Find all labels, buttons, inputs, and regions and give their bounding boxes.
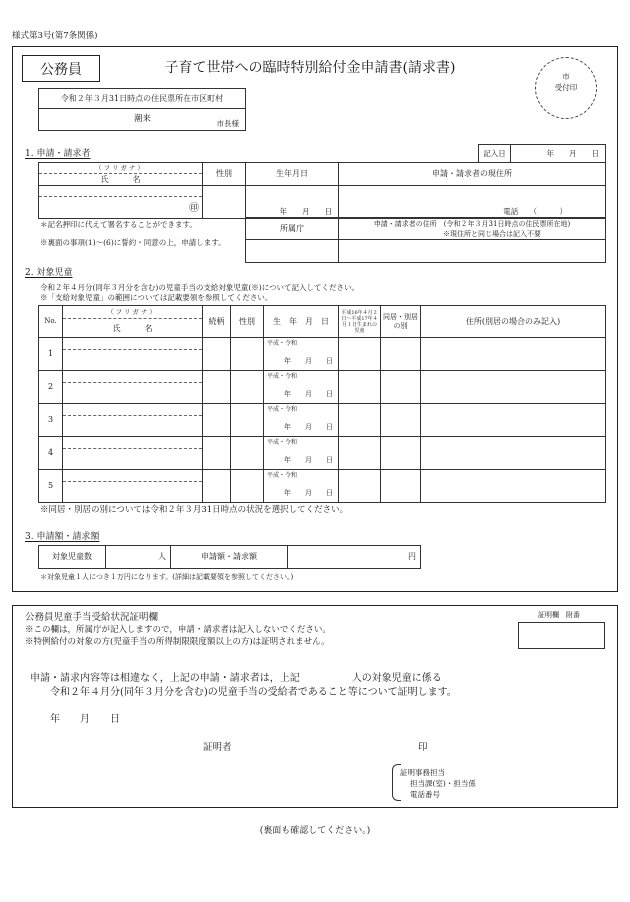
furigana-divider (39, 173, 202, 174)
row-era-label: 平成・令和 (267, 406, 298, 413)
affiliation-label: 所属庁 (246, 218, 339, 240)
applicant-furigana-label: （フリガナ） (95, 164, 146, 172)
row-sex-cell (231, 371, 264, 404)
row-name-cell (63, 470, 203, 503)
row-birth-range-cell (339, 371, 381, 404)
registered-address-cell (339, 240, 606, 263)
table-row (39, 470, 606, 503)
row-residence-cell (381, 338, 421, 371)
col-birth-range: 平成16年４月２日～平成17年４月１日生まれの児童 (339, 306, 381, 338)
row-birth-range-cell (339, 437, 381, 470)
children-count-unit: 人 (158, 552, 166, 561)
certificate-statement-line2: 令和２年４月分(同年３月分を含む)の児童手当の受給者であること等について証明します。 (50, 687, 457, 698)
row-sex-cell (231, 437, 264, 470)
col-furigana-divider (63, 318, 202, 319)
row-residence-cell (381, 371, 421, 404)
table-row (39, 338, 606, 371)
row-birthdate-cell (264, 470, 339, 503)
row-name-cell (63, 338, 203, 371)
row-furigana-line (63, 415, 202, 416)
col-relationship: 続柄 (203, 306, 231, 338)
signature-note: ＊記名押印に代えて署名することができます。 (40, 220, 197, 229)
amount-unit: 円 (408, 552, 416, 561)
row-birth-range-cell (339, 470, 381, 503)
row-relationship-cell (203, 371, 231, 404)
row-no: 5 (39, 470, 63, 503)
amount-label: 申請額・請求額 (171, 546, 288, 569)
col-address: 住所(別居の場合のみ記入) (421, 306, 606, 338)
footer-note: (裏面も確認してください。) (259, 826, 371, 836)
reception-stamp-circle (535, 57, 597, 119)
registered-address-header (339, 218, 606, 240)
row-relationship-cell (203, 338, 231, 371)
row-birthdate-cell (264, 338, 339, 371)
certificate-number-label: 証明欄 附番 (538, 611, 580, 619)
entry-date-value: 年 月 日 (511, 145, 606, 163)
applicant-sex-label: 性別 (203, 163, 246, 186)
children-count-label: 対象児童数 (39, 546, 106, 569)
certifier-seal-label: 印 (418, 742, 428, 753)
applicant-birthdate-cell (246, 186, 339, 219)
applicant-phone-label: 電話 （ ） (503, 206, 567, 216)
row-furigana-line (63, 448, 202, 449)
affiliation-cell (246, 240, 339, 263)
children-table (38, 305, 606, 503)
row-date-label: 年 月 日 (284, 423, 333, 431)
applicant-table (38, 162, 606, 219)
row-date-label: 年 月 日 (284, 390, 333, 398)
entry-date-table (478, 144, 606, 163)
entry-date-label: 記入日 (479, 145, 511, 163)
row-birth-range-cell (339, 404, 381, 437)
registered-address-note: ※現住所と同じ場合は記入不要 (443, 229, 541, 238)
row-address-cell (421, 338, 606, 371)
municipality-mayor-suffix: 市長様 (216, 118, 239, 128)
stamp-city-label: 市 (562, 72, 570, 81)
civil-servant-badge: 公務員 (22, 55, 100, 82)
furigana-entry-line (39, 196, 202, 197)
row-date-label: 年 月 日 (284, 489, 333, 497)
row-name-cell (63, 404, 203, 437)
row-era-label: 平成・令和 (267, 439, 298, 446)
certificate-note-2: ※特例給付の対象の方(児童手当の所得制限限度額以上の方)は証明されません。 (25, 637, 330, 647)
table-row (39, 437, 606, 470)
applicant-birthdate-value: 年 月 日 (279, 206, 332, 216)
row-name-cell (63, 437, 203, 470)
contact-department: 担当課(室)・担当係 (410, 779, 476, 788)
certificate-number-box (518, 622, 605, 649)
form-title: 子育て世帯への臨時特別給付金申請書(請求書) (164, 60, 456, 76)
applicant-sex-cell (203, 186, 246, 219)
seal-mark: ㊞ (189, 203, 199, 214)
col-name-label: 氏 名 (112, 324, 153, 333)
row-birthdate-cell (264, 404, 339, 437)
row-furigana-line (63, 481, 202, 482)
contact-heading: 証明事務担当 (400, 768, 445, 777)
row-name-cell (63, 371, 203, 404)
section2-heading: 2. 対象児童 (25, 268, 73, 278)
municipality-label: 令和２年３月31日時点の住民票所在市区町村 (39, 89, 246, 109)
col-no: No. (39, 306, 63, 338)
row-birthdate-cell (264, 371, 339, 404)
row-era-label: 平成・令和 (267, 340, 298, 347)
row-residence-cell (381, 437, 421, 470)
applicant-name-header (39, 163, 203, 186)
certificate-note-1: ※この欄は，所属庁が記入しますので，申請・請求者は記入しないでください。 (25, 625, 331, 635)
row-no: 1 (39, 338, 63, 371)
col-name (63, 306, 203, 338)
certificate-statement-line1 (30, 674, 442, 684)
row-address-cell (421, 437, 606, 470)
children-count-cell (106, 546, 171, 569)
applicant-current-address-label: 申請・請求者の現住所 (339, 163, 606, 186)
row-furigana-line (63, 349, 202, 350)
certificate-title: 公務員児童手当受給状況証明欄 (25, 612, 159, 623)
table-row (39, 404, 606, 437)
stamp-reception-label: 受付印 (554, 82, 578, 92)
row-residence-cell (381, 404, 421, 437)
amount-table (38, 545, 421, 569)
pledge-note: ※裏面の事項(1)～(6)に誓約・同意の上，申請します。 (40, 238, 226, 247)
row-relationship-cell (203, 470, 231, 503)
certificate-date: 年 月 日 (50, 714, 120, 725)
row-residence-cell (381, 470, 421, 503)
row-sex-cell (231, 470, 264, 503)
section3-heading: 3. 申請額・請求額 (25, 532, 100, 542)
section1-heading: 1. 申請・請求者 (25, 149, 91, 159)
form-number: 様式第3号(第7条関係) (12, 31, 98, 41)
residence-footnote: ※同居・別居の別については令和２年３月31日時点の状況を選択してください。 (40, 505, 349, 515)
registered-address-label: 申請・請求者の住所 (令和２年３月31日時点の住民票所在地) (373, 219, 571, 228)
row-birthdate-cell (264, 437, 339, 470)
col-furigana-label: （フリガナ） (107, 308, 158, 316)
row-address-cell (421, 404, 606, 437)
applicant-current-address-cell (339, 186, 606, 219)
statement-part1: 申請・請求内容等は相違なく，上記の申請・請求者は，上記 (30, 673, 300, 684)
children-scope-note: ※「支給対象児童」の範囲については記載要領を参照してください。 (40, 293, 273, 302)
municipality-cell (39, 109, 246, 131)
row-furigana-line (63, 382, 202, 383)
municipality-table (38, 88, 246, 131)
amount-note: ＊対象児童１人につき１万円になります。(詳細は記載要領を参照してください。) (40, 573, 294, 581)
row-address-cell (421, 470, 606, 503)
applicant-birthdate-label: 生年月日 (246, 163, 339, 186)
table-row (39, 371, 606, 404)
row-no: 2 (39, 371, 63, 404)
col-residence: 同居・別居の別 (381, 306, 421, 338)
col-sex: 性別 (231, 306, 264, 338)
row-birth-range-cell (339, 338, 381, 371)
amount-cell (288, 546, 421, 569)
row-sex-cell (231, 338, 264, 371)
certifier-label: 証明者 (203, 742, 232, 753)
row-era-label: 平成・令和 (267, 373, 298, 380)
row-date-label: 年 月 日 (284, 357, 333, 365)
statement-part2: 人の対象児童に係る (351, 673, 442, 684)
row-address-cell (421, 371, 606, 404)
municipality-city: 潮来 (134, 114, 152, 124)
applicant-name-label: 氏 名 (100, 175, 141, 184)
row-relationship-cell (203, 404, 231, 437)
row-no: 4 (39, 437, 63, 470)
row-era-label: 平成・令和 (267, 472, 298, 479)
applicant-name-cell (39, 186, 203, 219)
row-sex-cell (231, 404, 264, 437)
children-instruction: 令和２年４月分(同年３月分を含む)の児童手当の支給対象児童(※)について記入してください。 (40, 283, 360, 292)
row-no: 3 (39, 404, 63, 437)
col-birthdate: 生 年 月 日 (264, 306, 339, 338)
contact-phone: 電話番号 (410, 790, 440, 799)
affiliation-table (245, 217, 606, 263)
row-date-label: 年 月 日 (284, 456, 333, 464)
row-relationship-cell (203, 437, 231, 470)
